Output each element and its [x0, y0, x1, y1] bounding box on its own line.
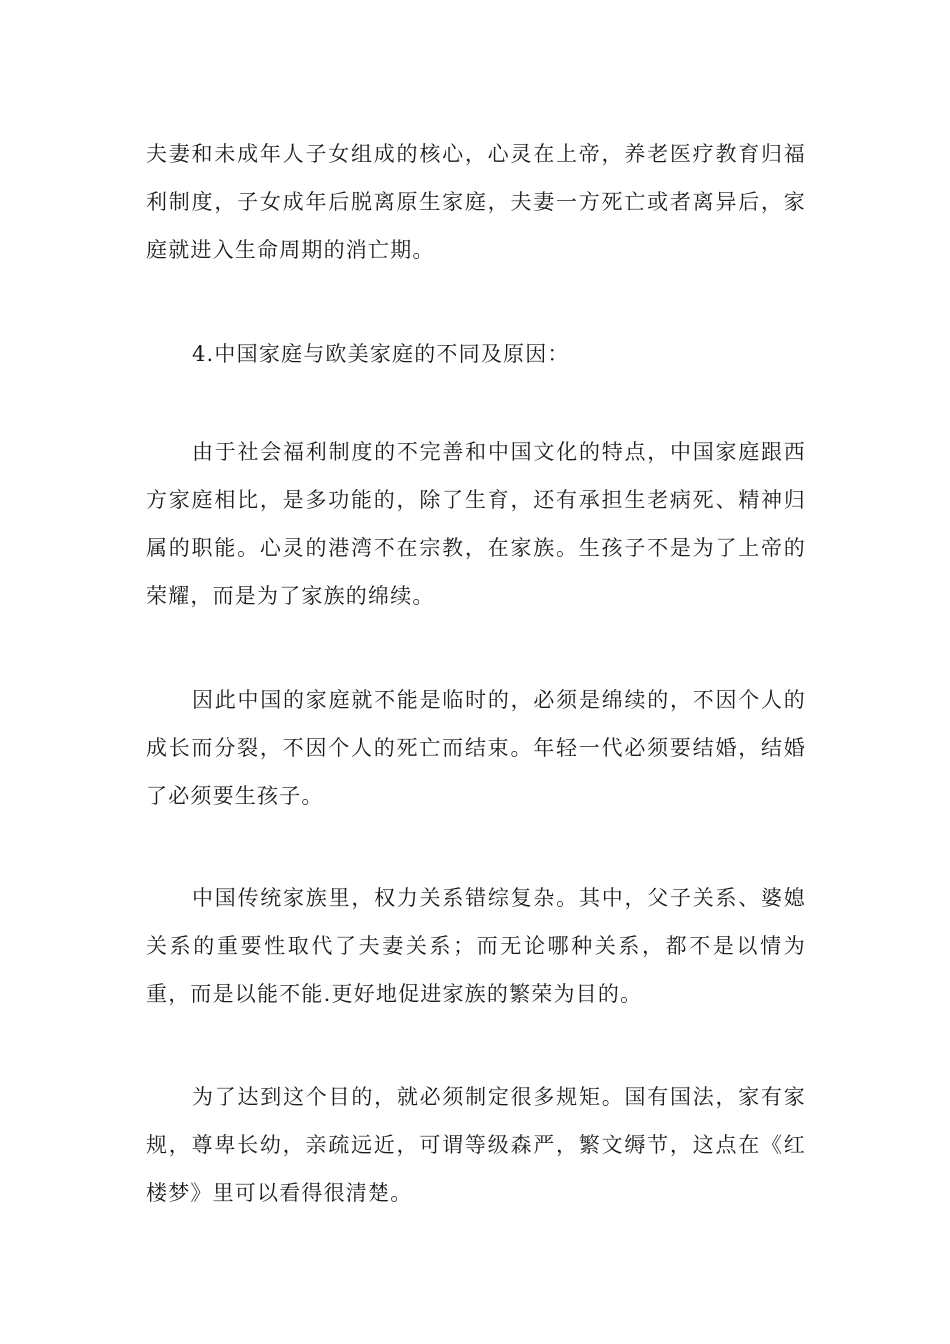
section-heading: 4.中国家庭与欧美家庭的不同及原因：: [192, 342, 570, 366]
paragraph-power-relations: 中国传统家族里，权力关系错综复杂。其中，父子关系、婆媳关系的重要性取代了夫妻关系；而无论哪种关系，都不是以情为重，而是以能不能.更好地促进家族的繁荣为目的。: [146, 886, 806, 1006]
paragraph-family-continuity: 因此中国的家庭就不能是临时的，必须是绵续的，不因个人的成长而分裂，不因个人的死亡而结束。年轻一代必须要结婚，结婚了必须要生孩子。: [146, 688, 806, 808]
paragraph-family-functions: 由于社会福利制度的不完善和中国文化的特点，中国家庭跟西方家庭相比，是多功能的，除了生育，还有承担生老病死、精神归属的职能。心灵的港湾不在宗教，在家族。生孩子不是为了上帝的荣耀，而是为了家族的绵续。: [146, 440, 806, 608]
paragraph-continuation: 夫妻和未成年人子女组成的核心，心灵在上帝，养老医疗教育归福利制度，子女成年后脱离原生家庭，夫妻一方死亡或者离异后，家庭就进入生命周期的消亡期。: [146, 142, 806, 262]
paragraph-family-rules: 为了达到这个目的，就必须制定很多规矩。国有国法，家有家规，尊卑长幼，亲疏远近，可谓等级森严，繁文缛节，这点在《红楼梦》里可以看得很清楚。: [146, 1085, 806, 1205]
